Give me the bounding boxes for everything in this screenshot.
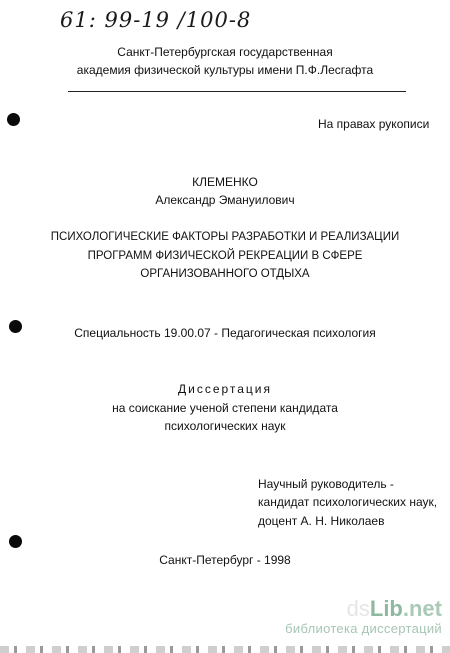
dissertation-title-line-2: ПРОГРАММ ФИЗИЧЕСКОЙ РЕКРЕАЦИИ В СФЕРЕ — [87, 250, 363, 262]
handwritten-catalog-number: 61: 99-19 /100-8 — [60, 8, 252, 32]
supervisor-line-1: Научный руководитель - — [258, 477, 394, 491]
binding-hole-bottom — [9, 535, 22, 548]
dissertation-title-line-1: ПСИХОЛОГИЧЕСКИЕ ФАКТОРЫ РАЗРАБОТКИ И РЕАЛИЗАЦИИ — [50, 231, 400, 243]
dissertation-heading: Диссертация — [177, 382, 273, 396]
author-name: Александр Эмануилович — [155, 193, 295, 207]
degree-line-2: психологических наук — [164, 419, 286, 433]
institution-line-1: Санкт-Петербургская государственная — [117, 45, 333, 59]
dslib-watermark — [262, 597, 442, 636]
degree-line-1: на соискание ученой степени кандидата — [112, 401, 338, 415]
rights-notice: На правах рукописи — [318, 117, 430, 131]
supervisor-line-2: кандидат психологических наук, — [258, 495, 438, 509]
dslib-subtitle: библиотека диссертаций — [285, 621, 442, 636]
author-surname: КЛЕМЕНКО — [192, 175, 258, 189]
supervisor-line-3: доцент А. Н. Николаев — [258, 514, 385, 528]
binding-hole-top — [7, 113, 20, 126]
scan-edge-artifact — [0, 646, 450, 653]
institution-line-2: академия физической культуры имени П.Ф.Лесгафта — [76, 63, 374, 77]
dissertation-title-line-3: ОРГАНИЗОВАННОГО ОТДЫХА — [140, 268, 310, 280]
place-year: Санкт-Петербург - 1998 — [159, 553, 291, 567]
specialty-line: Специальность 19.00.07 - Педагогическая психология — [74, 326, 376, 340]
header-divider — [68, 91, 406, 92]
dslib-logo: dsLib.net — [346, 596, 442, 621]
